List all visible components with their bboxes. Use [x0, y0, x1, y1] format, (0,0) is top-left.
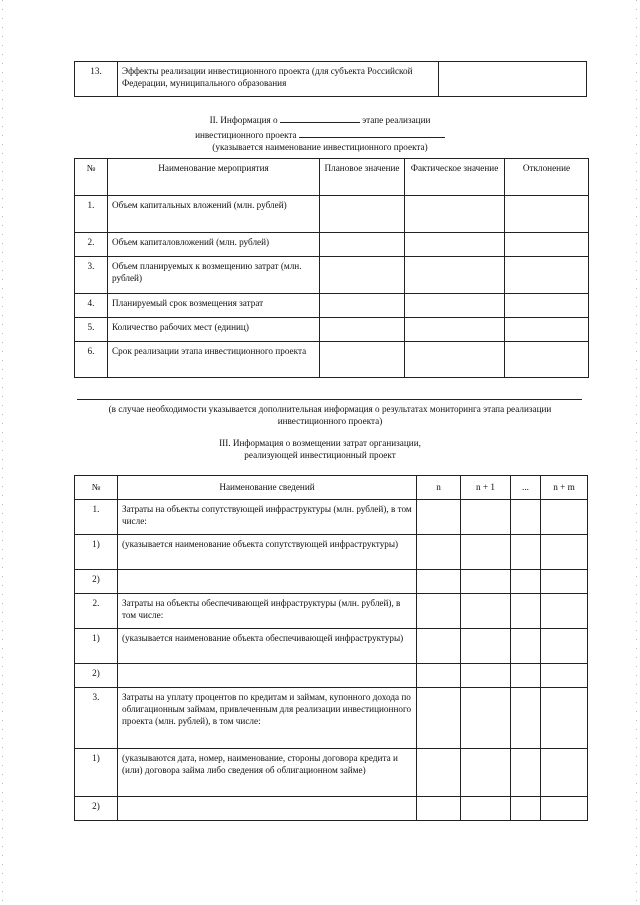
table-row	[75, 294, 589, 318]
deviation-cell	[505, 196, 589, 233]
row-name: (указывается наименование объекта сопутствующей инфраструктуры)	[118, 535, 417, 570]
header-year-n1: n + 1	[461, 476, 511, 500]
section2-title-note: (указывается наименование инвестиционного проекта)	[212, 141, 428, 152]
table-row	[75, 62, 587, 97]
section2-title-part2: этапе реализации	[362, 115, 431, 125]
value-cell	[541, 797, 588, 821]
value-cell	[417, 500, 461, 535]
section3-title-line2: реализующей инвестиционный проект	[244, 449, 396, 460]
value-cell	[541, 664, 588, 688]
right-edge-marks	[636, 0, 637, 905]
deviation-cell	[505, 342, 589, 378]
header-number: №	[75, 159, 108, 196]
table-row	[75, 629, 588, 664]
section3-heading	[140, 438, 500, 462]
table-row	[75, 233, 589, 257]
actual-cell	[405, 233, 505, 257]
stage-blank	[280, 112, 360, 123]
table-row	[75, 594, 588, 629]
row-name: (указываются дата, номер, наименование, стороны договора кредита и (или) договора займа либо сведения об облигационном займе)	[118, 749, 417, 797]
row-number: 6.	[75, 342, 108, 378]
value-cell	[461, 629, 511, 664]
value-cell	[417, 570, 461, 594]
deviation-cell	[505, 318, 589, 342]
table-row	[75, 342, 589, 378]
table-header-row	[75, 159, 589, 196]
value-cell	[541, 570, 588, 594]
row-number: 2)	[75, 664, 118, 688]
table-row	[75, 318, 589, 342]
header-activity-name: Наименование мероприятия	[108, 159, 320, 196]
row-value-cell	[439, 62, 587, 97]
value-cell	[417, 629, 461, 664]
header-planned-value: Плановое значение	[320, 159, 405, 196]
actual-cell	[405, 342, 505, 378]
value-cell	[511, 594, 541, 629]
table-header-row	[75, 476, 588, 500]
value-cell	[541, 500, 588, 535]
value-cell	[461, 535, 511, 570]
section2-title-part1: II. Информация о	[209, 115, 278, 125]
row-name: Затраты на объекты обеспечивающей инфраструктуры (млн. рублей), в том числе:	[118, 594, 417, 629]
value-cell	[511, 797, 541, 821]
actual-cell	[405, 196, 505, 233]
section1-table	[74, 61, 587, 97]
planned-cell	[320, 342, 405, 378]
value-cell	[511, 535, 541, 570]
value-cell	[461, 749, 511, 797]
row-name	[118, 570, 417, 594]
planned-cell	[320, 294, 405, 318]
row-name: Объем планируемых к возмещению затрат (млн. рублей)	[108, 257, 320, 294]
row-number: 1)	[75, 629, 118, 664]
value-cell	[461, 664, 511, 688]
row-number: 5.	[75, 318, 108, 342]
value-cell	[417, 749, 461, 797]
row-number: 1)	[75, 535, 118, 570]
table-row	[75, 797, 588, 821]
deviation-cell	[505, 294, 589, 318]
actual-cell	[405, 294, 505, 318]
row-number: 2)	[75, 570, 118, 594]
value-cell	[461, 570, 511, 594]
deviation-cell	[505, 257, 589, 294]
row-number: 2.	[75, 594, 118, 629]
row-number: 2)	[75, 797, 118, 821]
row-number: 4.	[75, 294, 108, 318]
table-row	[75, 570, 588, 594]
value-cell	[461, 594, 511, 629]
table-row	[75, 196, 589, 233]
value-cell	[541, 749, 588, 797]
deviation-cell	[505, 233, 589, 257]
row-name: Планируемый срок возмещения затрат	[108, 294, 320, 318]
value-cell	[541, 629, 588, 664]
row-number: 2.	[75, 233, 108, 257]
value-cell	[417, 688, 461, 749]
planned-cell	[320, 257, 405, 294]
table-row	[75, 257, 589, 294]
value-cell	[511, 664, 541, 688]
header-actual-value: Фактическое значение	[405, 159, 505, 196]
row-name: Затраты на уплату процентов по кредитам и займам, купонного дохода по облигационным займам, привлеченным для реализации инвестиционного проекта (млн. рублей), в том числе:	[118, 688, 417, 749]
header-year-n: n	[417, 476, 461, 500]
row-number: 1.	[75, 196, 108, 233]
header-ellipsis: ...	[511, 476, 541, 500]
left-edge-marks	[2, 0, 3, 905]
table-row	[75, 535, 588, 570]
value-cell	[461, 688, 511, 749]
value-cell	[461, 797, 511, 821]
project-name-blank	[299, 127, 445, 138]
row-name	[118, 797, 417, 821]
planned-cell	[320, 318, 405, 342]
value-cell	[511, 749, 541, 797]
row-name: Затраты на объекты сопутствующей инфраструктуры (млн. рублей), в том числе:	[118, 500, 417, 535]
value-cell	[417, 797, 461, 821]
header-number: №	[75, 476, 118, 500]
value-cell	[511, 500, 541, 535]
row-number: 13.	[75, 62, 118, 97]
actual-cell	[405, 257, 505, 294]
section2-title-part3: инвестиционного проекта	[195, 129, 297, 140]
section3-title-line1: III. Информация о возмещении затрат организации,	[219, 438, 421, 448]
section2-footnote: (в случае необходимости указывается дополнительная информация о результатах мониторинга этапа реализации инвестиционного проекта)	[108, 404, 552, 426]
header-year-nm: n + m	[541, 476, 588, 500]
row-number: 3.	[75, 688, 118, 749]
header-deviation: Отклонение	[505, 159, 589, 196]
value-cell	[417, 594, 461, 629]
table-row	[75, 500, 588, 535]
planned-cell	[320, 196, 405, 233]
row-number: 1.	[75, 500, 118, 535]
table-row	[75, 749, 588, 797]
row-name	[118, 664, 417, 688]
row-name: Срок реализации этапа инвестиционного проекта	[108, 342, 320, 378]
row-text: Эффекты реализации инвестиционного проекта (для субъекта Российской Федерации, муниципального образования	[118, 62, 439, 97]
value-cell	[417, 535, 461, 570]
additional-info-line	[77, 399, 582, 400]
row-name: Объем капиталовложений (млн. рублей)	[108, 233, 320, 257]
row-name: Объем капитальных вложений (млн. рублей)	[108, 196, 320, 233]
value-cell	[541, 594, 588, 629]
actual-cell	[405, 318, 505, 342]
row-name: Количество рабочих мест (единиц)	[108, 318, 320, 342]
section2-heading	[150, 112, 490, 154]
table-row	[75, 664, 588, 688]
section3-table	[74, 475, 588, 821]
row-name: (указывается наименование объекта обеспечивающей инфраструктуры)	[118, 629, 417, 664]
planned-cell	[320, 233, 405, 257]
table-row	[75, 688, 588, 749]
row-number: 1)	[75, 749, 118, 797]
value-cell	[511, 629, 541, 664]
value-cell	[511, 570, 541, 594]
value-cell	[461, 500, 511, 535]
header-info-name: Наименование сведений	[118, 476, 417, 500]
value-cell	[417, 664, 461, 688]
value-cell	[541, 688, 588, 749]
row-number: 3.	[75, 257, 108, 294]
value-cell	[541, 535, 588, 570]
value-cell	[511, 688, 541, 749]
section2-table	[74, 158, 589, 378]
